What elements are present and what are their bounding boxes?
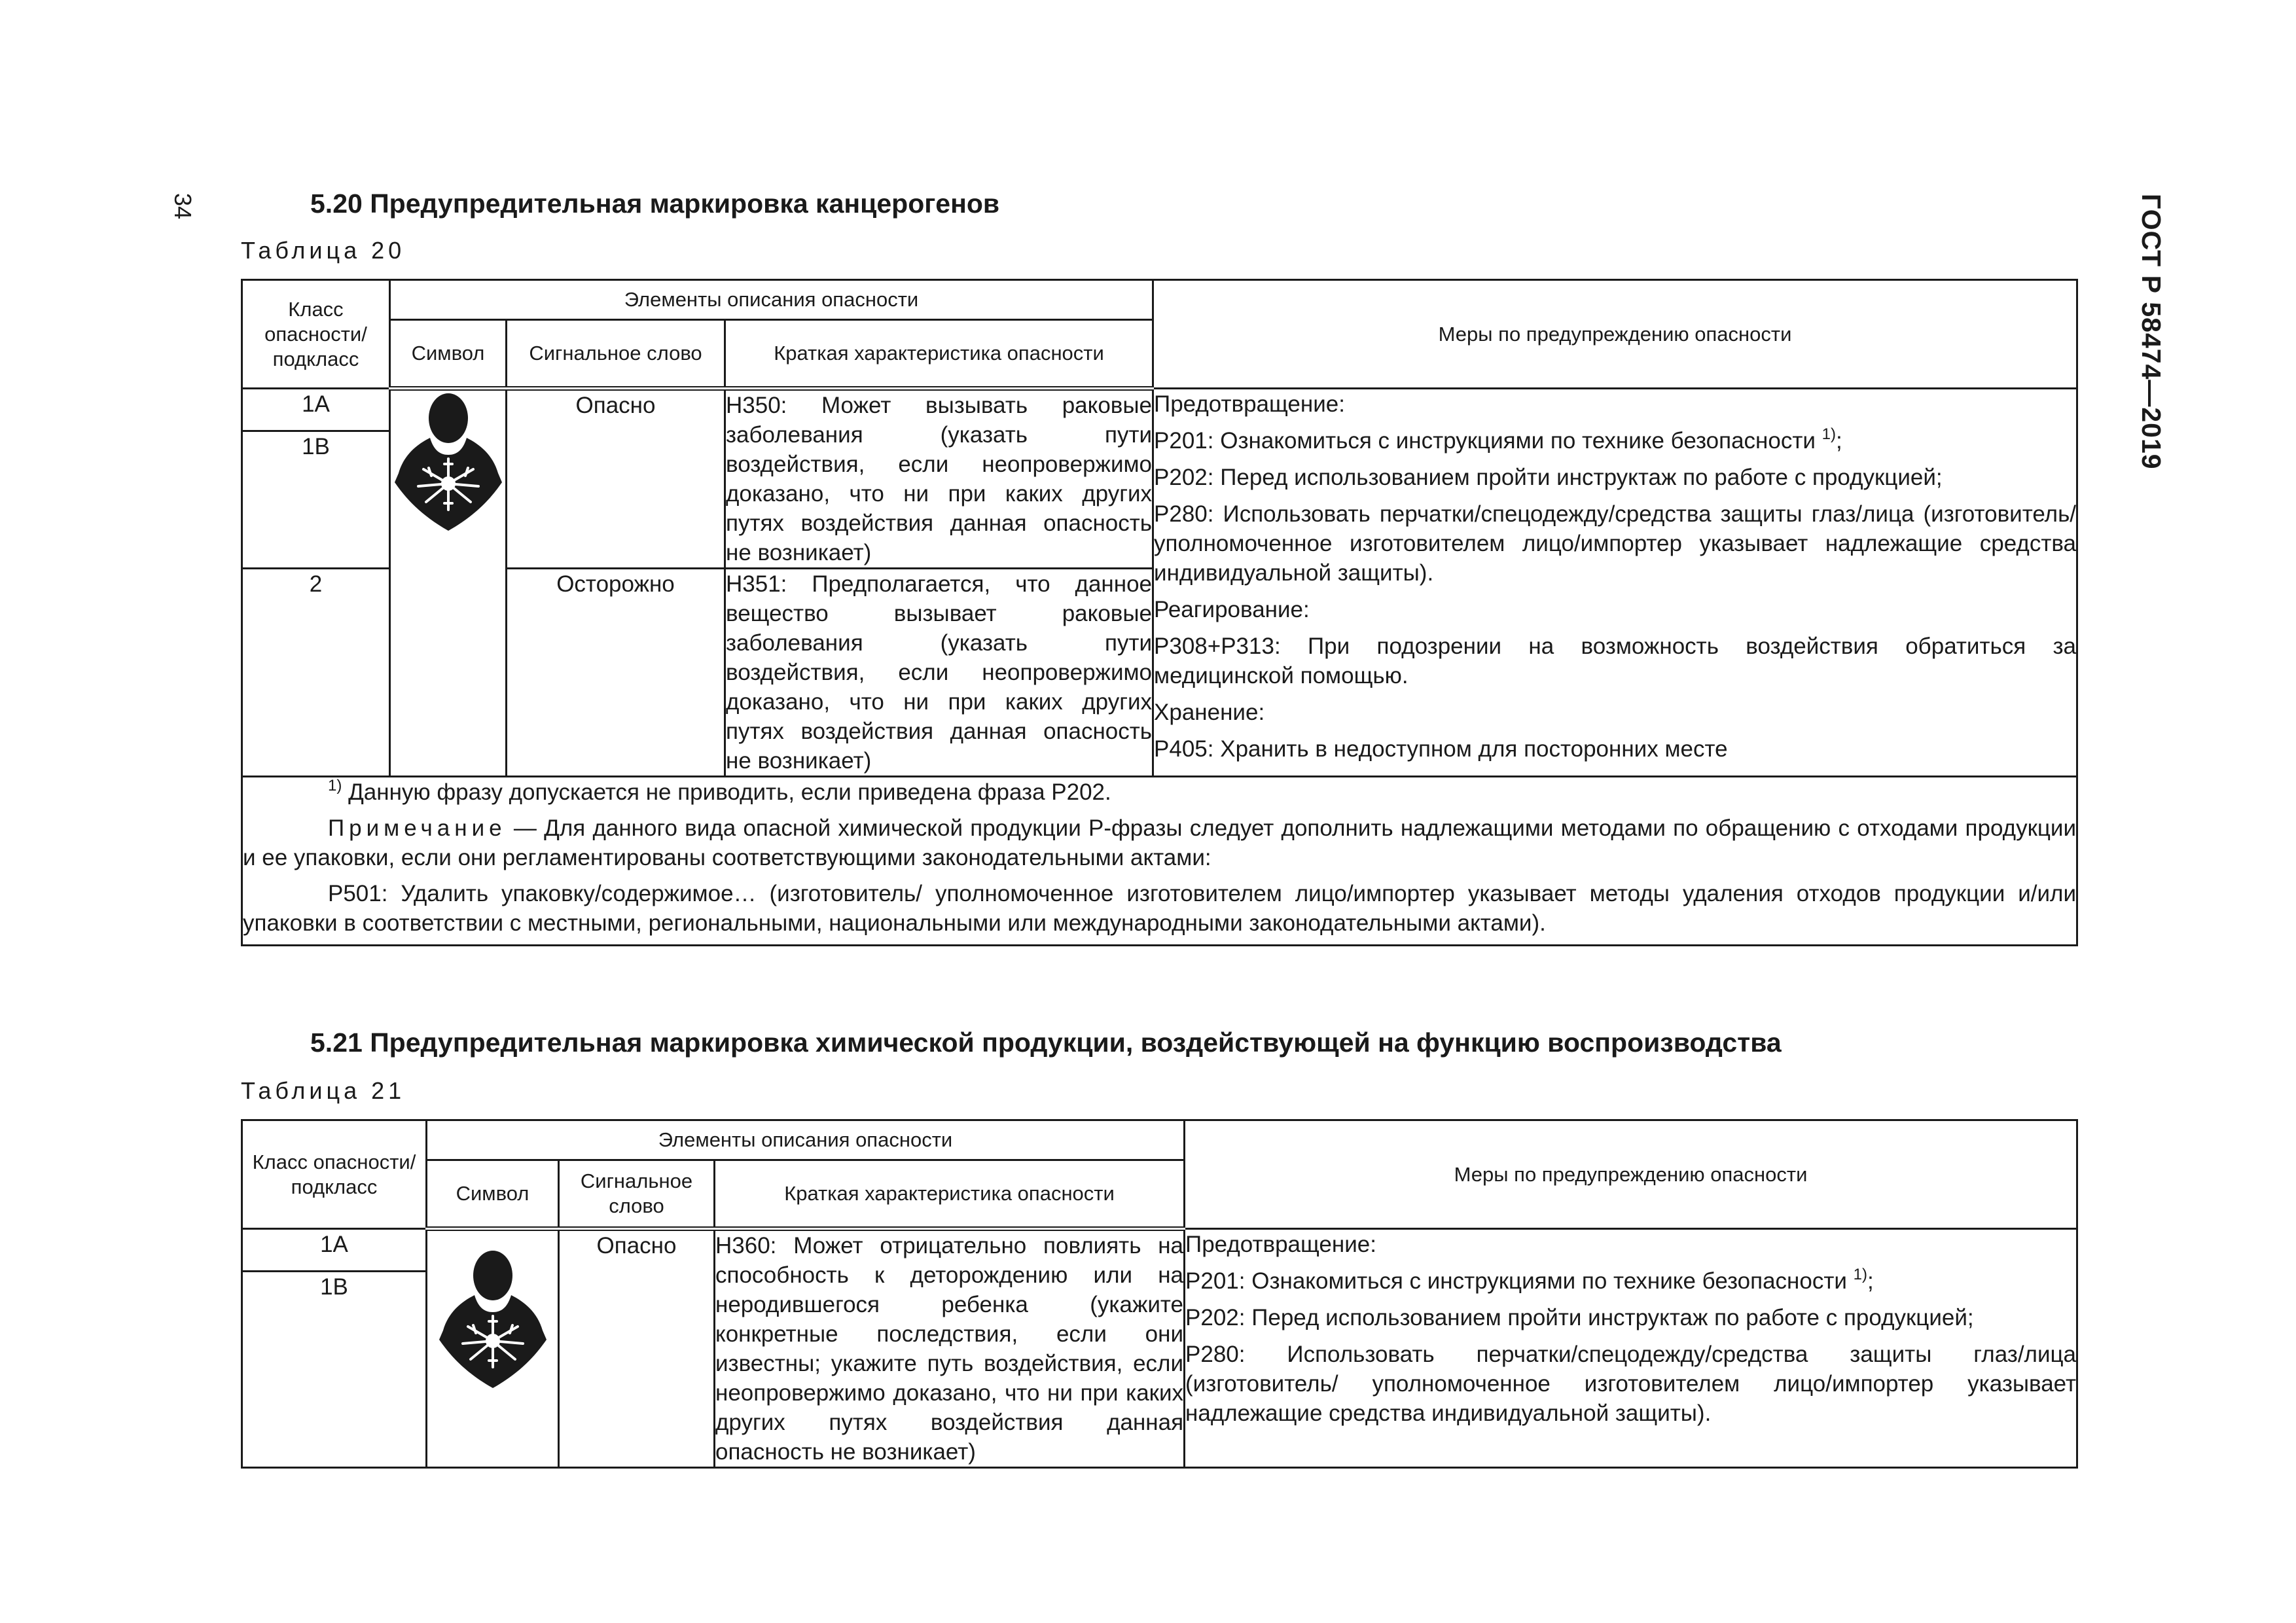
header-class: Класс опасности/ подкласс bbox=[242, 1120, 427, 1229]
precaution-statement: P280: Использовать перчатки/спецодежду/средства защиты глаз/лица (изготовитель/ уполномоченное изготовителем лицо/импортер указывает надлежащие средства индивидуальной защиты). bbox=[1154, 501, 2077, 586]
table-20-caption: Таблица 20 bbox=[241, 237, 406, 264]
health-hazard-pictogram-icon bbox=[395, 391, 502, 531]
section-5-20-title: 5.20 Предупредительная маркировка канцерогенов bbox=[310, 188, 1000, 219]
section-5-21-title: 5.21 Предупредительная маркировка химической продукции, воздействующей на функцию воспроизводства bbox=[310, 1027, 1782, 1058]
prevention-label: Предотвращение: bbox=[1154, 391, 1345, 417]
prevention-label: Предотвращение: bbox=[1185, 1232, 1376, 1257]
precaution-statement: P201: Ознакомиться с инструкциями по технике безопасности $^{1)}$; bbox=[1154, 425, 1842, 454]
storage-label: Хранение: bbox=[1154, 700, 1265, 725]
hazard-statement-cell: H351: Предполагается, что данное вещество вызывает раковые заболевания (указать пути воздействия, если неопровержимо доказано, что ни при каких других путях воздействия данная опасность не возникает) bbox=[725, 569, 1153, 777]
precaution-measures-cell bbox=[1153, 389, 2077, 777]
header-class: Класс опасности/ подкласс bbox=[242, 280, 390, 389]
header-symbol: Символ bbox=[427, 1160, 559, 1229]
hazard-statement-cell: H360: Может отрицательно повлиять на способность к деторождению или на неродившегося ребенка (укажите конкретные последствия, если они известны; укажите путь воздействия, если неопровержимо доказано, что ни при каких других путях воздействия данная опасность не возникает) bbox=[715, 1229, 1185, 1468]
class-cell: 1A bbox=[242, 1229, 427, 1272]
footnote-ref: 1) bbox=[1821, 425, 1837, 443]
header-signal-word: Сигнальное слово bbox=[559, 1160, 715, 1229]
class-cell: 1B bbox=[242, 431, 390, 569]
header-measures: Меры по предупреждению опасности bbox=[1185, 1120, 2077, 1229]
precaution-statement: P405: Хранить в недоступном для посторонних месте bbox=[1154, 736, 1728, 762]
header-signal-word: Сигнальное слово bbox=[507, 320, 725, 389]
symbol-cell bbox=[390, 389, 507, 777]
precaution-statement: P280: Использовать перчатки/спецодежду/средства защиты глаз/лица (изготовитель/ уполномоченное изготовителем лицо/импортер указывает надлежащие средства индивидуальной защиты). bbox=[1185, 1342, 2077, 1426]
table-20 bbox=[241, 279, 2078, 946]
precaution-statement: P202: Перед использованием пройти инструктаж по работе с продукцией; bbox=[1185, 1305, 1974, 1330]
table-21-caption: Таблица 21 bbox=[241, 1077, 406, 1104]
precaution-statement: P202: Перед использованием пройти инструктаж по работе с продукцией; bbox=[1154, 465, 1943, 490]
standard-identifier: ГОСТ Р 58474—2019 bbox=[2136, 194, 2166, 470]
footnote: $^{1)}$ Данную фразу допускается не приводить, если приведена фраза P202. bbox=[328, 777, 1111, 805]
precaution-statement: P201: Ознакомиться с инструкциями по технике безопасности $^{1)}$; bbox=[1185, 1266, 1874, 1294]
class-cell: 1B bbox=[242, 1271, 427, 1467]
header-hazard-summary: Краткая характеристика опасности bbox=[715, 1160, 1185, 1229]
hazard-statement-cell: H350: Может вызывать раковые заболевания (указать пути воздействия, если неопровержимо доказано, что ни при каких других путях воздействия данная опасность не возникает) bbox=[725, 389, 1153, 569]
signal-word-cell: Осторожно bbox=[507, 569, 725, 777]
table-note: Примечание — Для данного вида опасной химической продукции Р-фразы следует дополнить надлежащими методами по обращению с отходами продукции и ее упаковки, если они регламентированы соответствующими законодательными актами: bbox=[243, 815, 2077, 870]
table-20-footer bbox=[242, 777, 2077, 946]
footnote-mark: 1) bbox=[328, 777, 342, 794]
header-elements: Элементы описания опасности bbox=[427, 1120, 1185, 1160]
footnote-ref: 1) bbox=[1853, 1266, 1868, 1283]
precaution-statement: P308+P313: При подозрении на возможность воздействия обратиться за медицинской помощью. bbox=[1154, 633, 2077, 688]
header-symbol: Символ bbox=[390, 320, 507, 389]
header-measures: Меры по предупреждению опасности bbox=[1153, 280, 2077, 389]
class-cell: 1A bbox=[242, 389, 390, 431]
health-hazard-pictogram-icon bbox=[439, 1248, 547, 1388]
precaution-measures-cell bbox=[1185, 1229, 2077, 1468]
table-21 bbox=[241, 1119, 2078, 1469]
header-hazard-summary: Краткая характеристика опасности bbox=[725, 320, 1153, 389]
signal-word-cell: Опасно bbox=[507, 389, 725, 569]
header-elements: Элементы описания опасности bbox=[390, 280, 1153, 320]
symbol-cell bbox=[427, 1229, 559, 1468]
note-label: Примечание bbox=[328, 815, 507, 841]
signal-word-cell: Опасно bbox=[559, 1229, 715, 1468]
class-cell: 2 bbox=[242, 569, 390, 777]
page-number: 34 bbox=[170, 193, 196, 220]
disposal-statement: P501: Удалить упаковку/содержимое… (изготовитель/ уполномоченное изготовителем лицо/импортер указывает методы удаления отходов продукции и/или упаковки в соответствии с местными, региональными, национальными или международными законодательными актами). bbox=[243, 881, 2077, 936]
response-label: Реагирование: bbox=[1154, 597, 1310, 622]
